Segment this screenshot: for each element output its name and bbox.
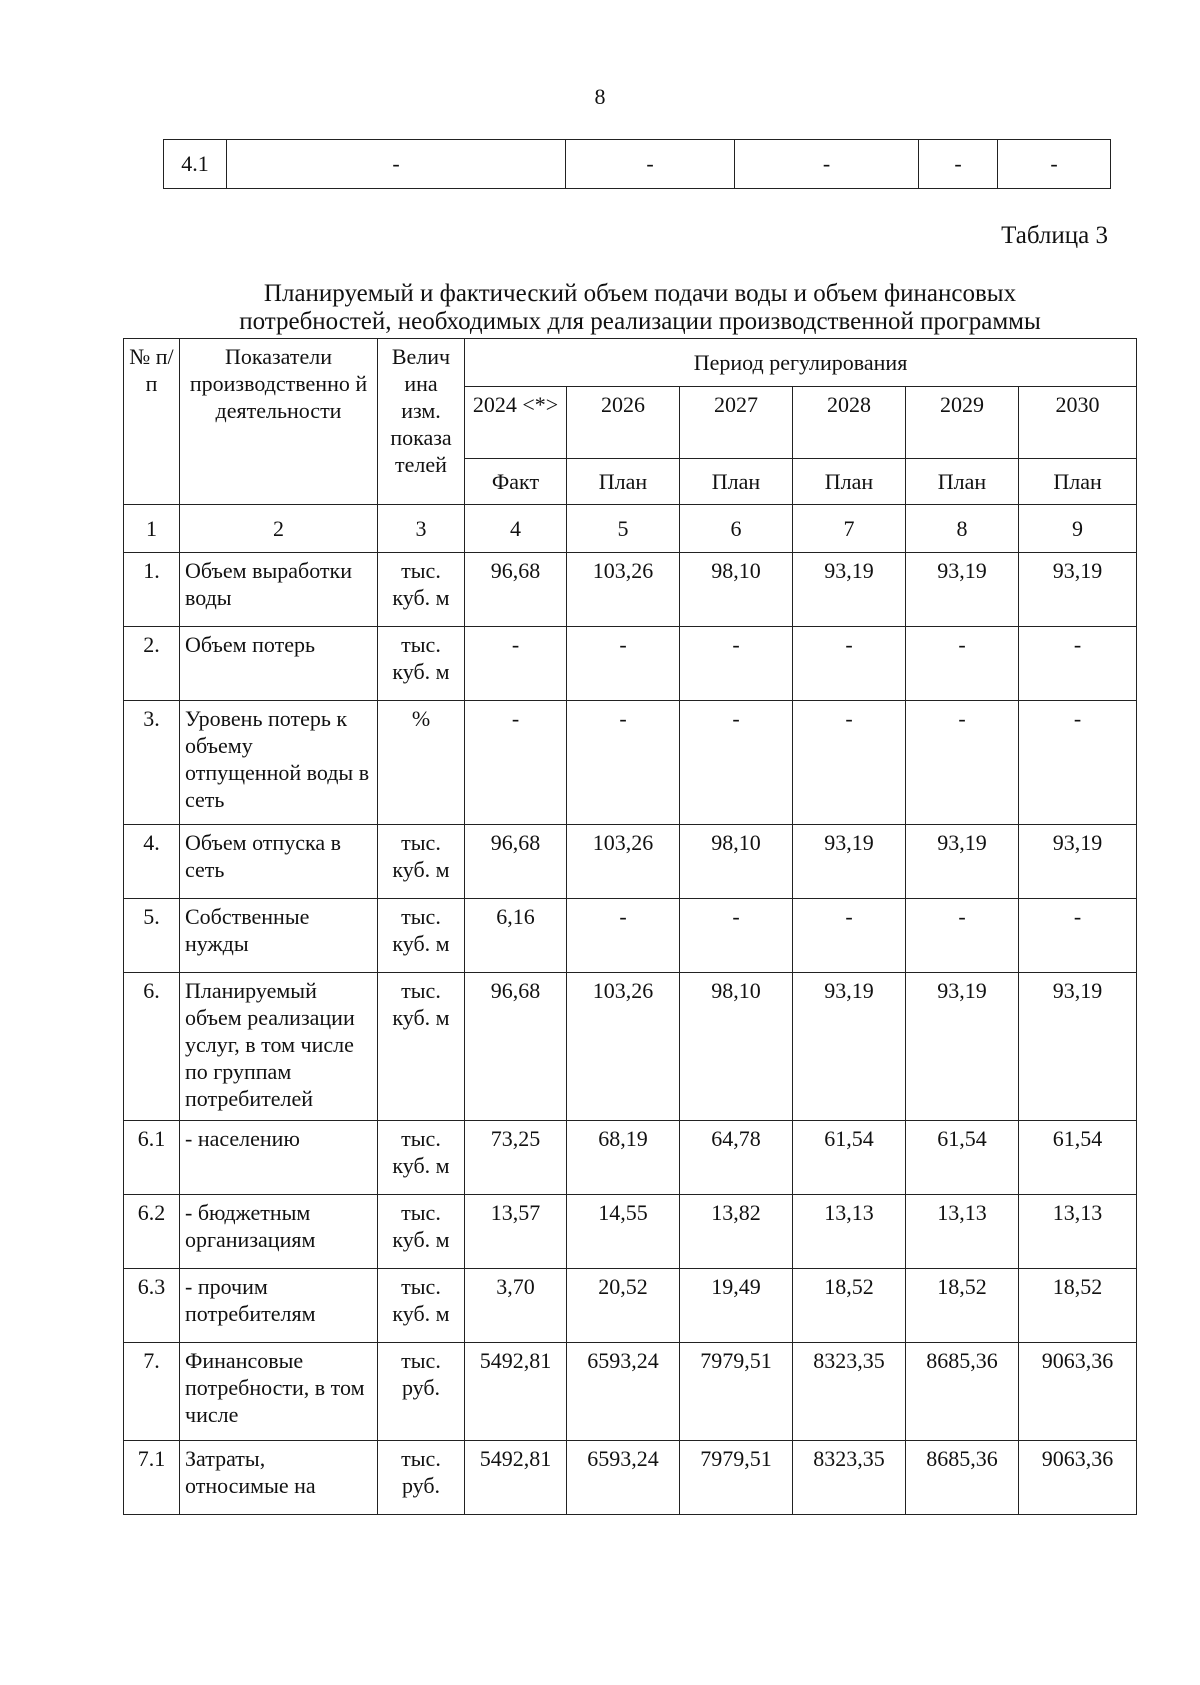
row-value: 13,82: [680, 1195, 793, 1269]
header-year: 2024 <*>: [465, 387, 567, 459]
row-value: 7979,51: [680, 1343, 793, 1441]
table-row: [164, 140, 1111, 189]
table-row: [124, 825, 1137, 899]
page-number: 8: [594, 84, 606, 109]
row-unit: тыс. куб. м: [378, 1195, 465, 1269]
header-num: № п/п: [124, 339, 180, 505]
header-kind: План: [567, 459, 680, 505]
row-value: 6,16: [465, 899, 567, 973]
header-year: 2026: [567, 387, 680, 459]
row-value: 8323,35: [793, 1343, 906, 1441]
production-program-table: [123, 338, 1137, 1515]
row-value: -: [1019, 701, 1137, 825]
row-value: 96,68: [465, 553, 567, 627]
row-value: -: [906, 627, 1019, 701]
table-row: [124, 1343, 1137, 1441]
header-kind: План: [1019, 459, 1137, 505]
row-value: -: [906, 899, 1019, 973]
table-row: [124, 1195, 1137, 1269]
row-value: 93,19: [906, 825, 1019, 899]
row-value: 93,19: [1019, 825, 1137, 899]
row-value: -: [680, 701, 793, 825]
row-indicator: Объем потерь: [180, 627, 378, 701]
table-row: [124, 1269, 1137, 1343]
table-row: [124, 701, 1137, 825]
header-indicator: Показатели производственно й деятельности: [180, 339, 378, 505]
row-value: 93,19: [906, 553, 1019, 627]
row-value: 98,10: [680, 973, 793, 1121]
row-indicator: - бюджетным организациям: [180, 1195, 378, 1269]
column-number: 3: [378, 505, 465, 553]
row-value: 9063,36: [1019, 1441, 1137, 1515]
table-row: [124, 899, 1137, 973]
row-value: 93,19: [793, 973, 906, 1121]
table-row: [124, 553, 1137, 627]
row-value: 6593,24: [567, 1343, 680, 1441]
continuation-table: [163, 139, 1111, 189]
row-indicator: Уровень потерь к объему отпущенной воды в сеть: [180, 701, 378, 825]
row-value: 68,19: [567, 1121, 680, 1195]
header-kind: Факт: [465, 459, 567, 505]
row-value: 93,19: [793, 825, 906, 899]
row-value: 103,26: [567, 553, 680, 627]
row-value: 93,19: [1019, 553, 1137, 627]
row-number: 6.1: [124, 1121, 180, 1195]
table-cell: 4.1: [164, 140, 227, 189]
row-value: 7979,51: [680, 1441, 793, 1515]
row-indicator: - прочим потребителям: [180, 1269, 378, 1343]
row-value: 8323,35: [793, 1441, 906, 1515]
row-value: 8685,36: [906, 1441, 1019, 1515]
row-value: 96,68: [465, 973, 567, 1121]
row-value: 61,54: [793, 1121, 906, 1195]
header-kind: План: [906, 459, 1019, 505]
row-value: 98,10: [680, 825, 793, 899]
table-row: [124, 627, 1137, 701]
row-unit: тыс. куб. м: [378, 825, 465, 899]
row-indicator: Собственные нужды: [180, 899, 378, 973]
header-kind: План: [680, 459, 793, 505]
row-value: -: [793, 627, 906, 701]
header-unit: Велич ина изм. показа телей: [378, 339, 465, 505]
row-value: 8685,36: [906, 1343, 1019, 1441]
table-cell: -: [919, 140, 998, 189]
row-value: 93,19: [793, 553, 906, 627]
table-row: [124, 1121, 1137, 1195]
row-value: -: [906, 701, 1019, 825]
row-unit: тыс. куб. м: [378, 899, 465, 973]
table-caption: Таблица 3: [1001, 222, 1108, 249]
column-number: 8: [906, 505, 1019, 553]
row-value: 5492,81: [465, 1343, 567, 1441]
table-cell: -: [735, 140, 919, 189]
row-unit: тыс. руб.: [378, 1441, 465, 1515]
table-row: [124, 973, 1137, 1121]
table-title: [160, 280, 1120, 336]
row-value: 13,13: [906, 1195, 1019, 1269]
column-number: 7: [793, 505, 906, 553]
row-value: 96,68: [465, 825, 567, 899]
row-unit: тыс. куб. м: [378, 973, 465, 1121]
column-number: 4: [465, 505, 567, 553]
row-value: 93,19: [1019, 973, 1137, 1121]
header-year: 2029: [906, 387, 1019, 459]
row-value: 19,49: [680, 1269, 793, 1343]
column-number-row: [124, 505, 1137, 553]
table-row: [124, 1441, 1137, 1515]
row-value: 18,52: [1019, 1269, 1137, 1343]
row-number: 3.: [124, 701, 180, 825]
row-unit: тыс. куб. м: [378, 1269, 465, 1343]
row-value: -: [567, 627, 680, 701]
row-unit: %: [378, 701, 465, 825]
row-number: 1.: [124, 553, 180, 627]
row-value: 61,54: [1019, 1121, 1137, 1195]
title-line: потребностей, необходимых для реализации производственной программы: [239, 308, 1041, 335]
row-value: 18,52: [906, 1269, 1019, 1343]
row-indicator: Финансовые потребности, в том числе: [180, 1343, 378, 1441]
row-value: -: [1019, 899, 1137, 973]
row-value: -: [680, 627, 793, 701]
column-number: 1: [124, 505, 180, 553]
row-value: -: [680, 899, 793, 973]
header-year: 2030: [1019, 387, 1137, 459]
row-unit: тыс. куб. м: [378, 627, 465, 701]
row-value: -: [465, 701, 567, 825]
row-number: 4.: [124, 825, 180, 899]
row-unit: тыс. куб. м: [378, 1121, 465, 1195]
row-number: 5.: [124, 899, 180, 973]
row-number: 2.: [124, 627, 180, 701]
row-value: 14,55: [567, 1195, 680, 1269]
row-indicator: Планируемый объем реализации услуг, в том числе по группам потребителей: [180, 973, 378, 1121]
row-value: 61,54: [906, 1121, 1019, 1195]
row-number: 6.: [124, 973, 180, 1121]
row-value: 93,19: [906, 973, 1019, 1121]
header-row: [124, 339, 1137, 387]
row-unit: тыс. руб.: [378, 1343, 465, 1441]
header-year: 2028: [793, 387, 906, 459]
row-value: -: [465, 627, 567, 701]
header-period: Период регулирования: [465, 339, 1137, 387]
row-unit: тыс. куб. м: [378, 553, 465, 627]
row-indicator: - населению: [180, 1121, 378, 1195]
row-number: 6.2: [124, 1195, 180, 1269]
row-value: 64,78: [680, 1121, 793, 1195]
row-indicator: Объем отпуска в сеть: [180, 825, 378, 899]
row-value: 13,13: [793, 1195, 906, 1269]
row-value: 6593,24: [567, 1441, 680, 1515]
column-number: 6: [680, 505, 793, 553]
column-number: 2: [180, 505, 378, 553]
row-number: 7.1: [124, 1441, 180, 1515]
row-value: 9063,36: [1019, 1343, 1137, 1441]
table-cell: -: [566, 140, 735, 189]
row-value: 3,70: [465, 1269, 567, 1343]
row-value: -: [1019, 627, 1137, 701]
row-value: -: [793, 701, 906, 825]
row-value: -: [793, 899, 906, 973]
row-value: 13,57: [465, 1195, 567, 1269]
row-value: -: [567, 899, 680, 973]
column-number: 9: [1019, 505, 1137, 553]
row-value: 20,52: [567, 1269, 680, 1343]
column-number: 5: [567, 505, 680, 553]
row-number: 7.: [124, 1343, 180, 1441]
row-value: 5492,81: [465, 1441, 567, 1515]
table-cell: -: [227, 140, 566, 189]
table-cell: -: [998, 140, 1111, 189]
row-value: -: [567, 701, 680, 825]
row-indicator: Объем выработки воды: [180, 553, 378, 627]
row-value: 98,10: [680, 553, 793, 627]
row-number: 6.3: [124, 1269, 180, 1343]
header-kind: План: [793, 459, 906, 505]
row-value: 103,26: [567, 973, 680, 1121]
title-line: Планируемый и фактический объем подачи воды и объем финансовых: [263, 280, 1017, 307]
row-value: 73,25: [465, 1121, 567, 1195]
header-year: 2027: [680, 387, 793, 459]
row-value: 18,52: [793, 1269, 906, 1343]
row-value: 13,13: [1019, 1195, 1137, 1269]
row-indicator: Затраты, относимые на: [180, 1441, 378, 1515]
row-value: 103,26: [567, 825, 680, 899]
